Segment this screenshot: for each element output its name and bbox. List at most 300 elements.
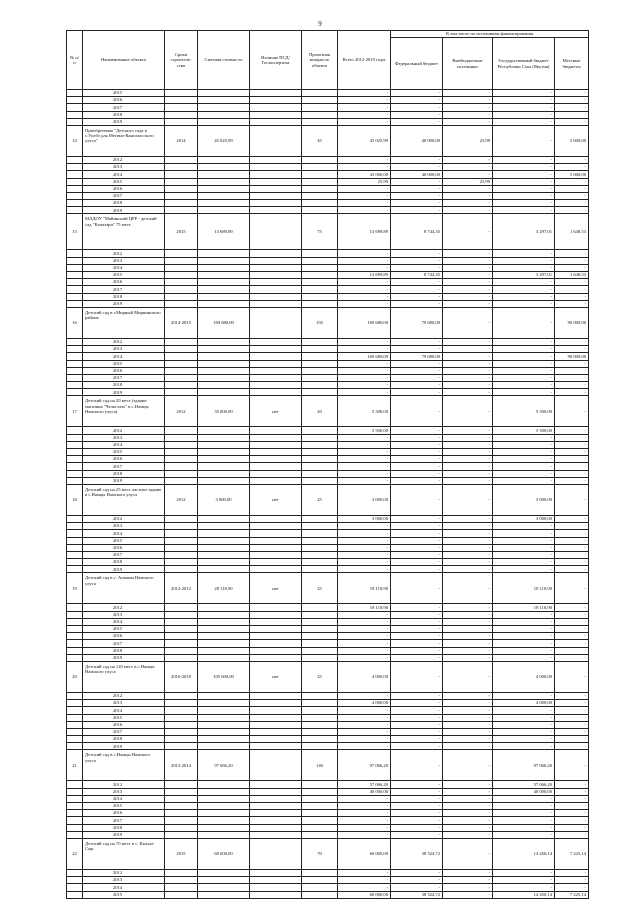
- year-row-empty-cell: [302, 884, 338, 891]
- year-total: -: [338, 728, 391, 735]
- object-name: Детский сад в с.Намцы Намского улуса: [83, 750, 165, 781]
- year-label: 2019: [83, 118, 165, 125]
- year-row: [67, 300, 589, 307]
- object-capacity: 20: [302, 396, 338, 427]
- year-offbudget: -: [443, 728, 493, 735]
- year-federal: -: [391, 884, 443, 891]
- year-local: -: [555, 286, 589, 293]
- year-row-empty-cell: [198, 810, 250, 817]
- year-row: [67, 736, 589, 743]
- year-row-empty-cell: [302, 111, 338, 118]
- year-row-empty-cell: [198, 566, 250, 573]
- year-state: 57 066,20: [493, 781, 555, 788]
- year-federal: -: [391, 551, 443, 558]
- year-row-empty-cell: [302, 824, 338, 831]
- object-total: 4 000,00: [338, 661, 391, 692]
- year-row-empty-cell: [198, 382, 250, 389]
- year-row-empty-cell: [302, 164, 338, 171]
- year-total: -: [338, 97, 391, 104]
- year-offbudget: -: [443, 611, 493, 618]
- year-total: -: [338, 434, 391, 441]
- year-offbudget: -: [443, 640, 493, 647]
- year-row-empty-cell: [198, 279, 250, 286]
- year-state: -: [493, 104, 555, 111]
- year-row-empty-cell: [198, 250, 250, 257]
- year-row-empty-cell: [250, 736, 302, 743]
- year-row-empty-cell: [302, 434, 338, 441]
- year-row-empty-cell: [250, 810, 302, 817]
- year-label: 2013: [83, 877, 165, 884]
- year-row: [67, 795, 589, 802]
- year-local: -: [555, 618, 589, 625]
- year-total: -: [338, 389, 391, 396]
- year-row-num-cell: [67, 810, 83, 817]
- year-row: [67, 353, 589, 360]
- year-row-empty-cell: [198, 389, 250, 396]
- year-row-empty-cell: [302, 389, 338, 396]
- year-total: -: [338, 640, 391, 647]
- year-row-empty-cell: [302, 178, 338, 185]
- year-row-empty-cell: [198, 743, 250, 750]
- year-row: [67, 164, 589, 171]
- object-federal: 38 324,72: [391, 838, 443, 869]
- object-capacity: 192: [302, 307, 338, 338]
- year-row-empty-cell: [165, 374, 198, 381]
- year-offbudget: -: [443, 185, 493, 192]
- year-total: 60 000,00: [338, 891, 391, 898]
- year-row-empty-cell: [198, 264, 250, 271]
- year-row: [67, 192, 589, 199]
- year-row-empty-cell: [165, 817, 198, 824]
- year-row-empty-cell: [302, 441, 338, 448]
- year-federal: -: [391, 743, 443, 750]
- year-total: -: [338, 293, 391, 300]
- year-local: -: [555, 640, 589, 647]
- year-label: 2013: [83, 788, 165, 795]
- year-row-empty-cell: [165, 728, 198, 735]
- year-state: -: [493, 192, 555, 199]
- object-capacity: 70: [302, 838, 338, 869]
- year-federal: -: [391, 156, 443, 163]
- year-row-empty-cell: [198, 300, 250, 307]
- year-federal: -: [391, 728, 443, 735]
- year-state: -: [493, 257, 555, 264]
- object-state: 18 118,90: [493, 573, 555, 604]
- year-offbudget: -: [443, 515, 493, 522]
- year-label: 2019: [83, 300, 165, 307]
- year-row-num-cell: [67, 817, 83, 824]
- year-offbudget: -: [443, 338, 493, 345]
- year-offbudget: -: [443, 111, 493, 118]
- year-total: -: [338, 714, 391, 721]
- year-federal: -: [391, 604, 443, 611]
- year-label: 2017: [83, 192, 165, 199]
- year-row-empty-cell: [165, 156, 198, 163]
- year-row: [67, 714, 589, 721]
- year-row: [67, 207, 589, 214]
- budget-table-wrapper: [66, 30, 588, 899]
- year-row-empty-cell: [250, 164, 302, 171]
- object-estimated-cost: 60 000,00: [198, 838, 250, 869]
- year-row: [67, 824, 589, 831]
- year-row-empty-cell: [302, 700, 338, 707]
- year-row-num-cell: [67, 293, 83, 300]
- year-offbudget: -: [443, 272, 493, 279]
- object-state: 4 000,00: [493, 661, 555, 692]
- object-offbudget: -: [443, 838, 493, 869]
- year-row-empty-cell: [302, 810, 338, 817]
- year-federal: -: [391, 477, 443, 484]
- year-row-empty-cell: [302, 353, 338, 360]
- year-federal: -: [391, 97, 443, 104]
- year-label: 2014: [83, 353, 165, 360]
- year-row-num-cell: [67, 692, 83, 699]
- year-federal: -: [391, 338, 443, 345]
- year-row-empty-cell: [302, 654, 338, 661]
- year-row-num-cell: [67, 97, 83, 104]
- year-offbudget: -: [443, 434, 493, 441]
- year-label: 2019: [83, 654, 165, 661]
- object-state: -: [493, 307, 555, 338]
- year-state: 14 450,14: [493, 891, 555, 898]
- year-offbudget: -: [443, 156, 493, 163]
- year-total: -: [338, 207, 391, 214]
- object-name: Детский сад на 70 мест в с. Кысыл-Сыр: [83, 838, 165, 869]
- year-local: -: [555, 441, 589, 448]
- year-row-empty-cell: [198, 97, 250, 104]
- year-label: 2016: [83, 456, 165, 463]
- year-row-num-cell: [67, 633, 83, 640]
- object-row: [67, 661, 589, 692]
- year-row: [67, 171, 589, 178]
- year-offbudget: -: [443, 523, 493, 530]
- object-psd-status: нет: [250, 484, 302, 515]
- year-local: -: [555, 279, 589, 286]
- year-row-num-cell: [67, 441, 83, 448]
- year-label: 2017: [83, 728, 165, 735]
- year-row-empty-cell: [250, 300, 302, 307]
- year-row-empty-cell: [302, 185, 338, 192]
- year-federal: -: [391, 647, 443, 654]
- year-label: 2019: [83, 743, 165, 750]
- year-offbudget: -: [443, 279, 493, 286]
- year-label: 2017: [83, 374, 165, 381]
- year-federal: -: [391, 544, 443, 551]
- year-offbudget: -: [443, 803, 493, 810]
- year-row-empty-cell: [302, 470, 338, 477]
- year-row-empty-cell: [250, 382, 302, 389]
- year-row-empty-cell: [198, 456, 250, 463]
- year-row-num-cell: [67, 90, 83, 97]
- year-row-empty-cell: [250, 111, 302, 118]
- year-row-empty-cell: [165, 192, 198, 199]
- year-state: -: [493, 97, 555, 104]
- year-row-empty-cell: [302, 156, 338, 163]
- year-row-empty-cell: [198, 559, 250, 566]
- year-row: [67, 523, 589, 530]
- year-row-empty-cell: [250, 781, 302, 788]
- object-estimated-cost: 13 689,89: [198, 214, 250, 250]
- year-label: 2012: [83, 781, 165, 788]
- year-row-empty-cell: [302, 877, 338, 884]
- year-row-num-cell: [67, 171, 83, 178]
- year-federal: -: [391, 692, 443, 699]
- year-federal: -: [391, 257, 443, 264]
- year-federal: -: [391, 360, 443, 367]
- year-row-empty-cell: [198, 633, 250, 640]
- year-row-num-cell: [67, 178, 83, 185]
- year-row-empty-cell: [198, 164, 250, 171]
- year-row-empty-cell: [250, 884, 302, 891]
- year-state: -: [493, 817, 555, 824]
- year-local: -: [555, 382, 589, 389]
- year-federal: -: [391, 374, 443, 381]
- year-row: [67, 788, 589, 795]
- year-row-empty-cell: [198, 374, 250, 381]
- year-state: -: [493, 456, 555, 463]
- year-row: [67, 200, 589, 207]
- year-row-num-cell: [67, 721, 83, 728]
- year-row-num-cell: [67, 164, 83, 171]
- year-federal: -: [391, 707, 443, 714]
- year-label: 2019: [83, 566, 165, 573]
- year-row-empty-cell: [302, 728, 338, 735]
- year-row: [67, 647, 589, 654]
- year-offbudget: -: [443, 692, 493, 699]
- year-row-num-cell: [67, 156, 83, 163]
- object-row: [67, 125, 589, 156]
- year-local: -: [555, 795, 589, 802]
- year-offbudget: -: [443, 293, 493, 300]
- year-federal: -: [391, 200, 443, 207]
- year-row-empty-cell: [198, 156, 250, 163]
- year-state: -: [493, 743, 555, 750]
- year-total: -: [338, 618, 391, 625]
- object-capacity: 25: [302, 661, 338, 692]
- object-capacity: 140: [302, 750, 338, 781]
- year-federal: 38 324,72: [391, 891, 443, 898]
- year-row-empty-cell: [198, 618, 250, 625]
- object-total: 18 118,90: [338, 573, 391, 604]
- year-label: 2013: [83, 611, 165, 618]
- year-state: -: [493, 463, 555, 470]
- header-offbudget: Внебюджетные источники: [443, 38, 493, 90]
- year-offbudget: -: [443, 707, 493, 714]
- year-label: 2016: [83, 721, 165, 728]
- year-row-num-cell: [67, 463, 83, 470]
- year-row-empty-cell: [302, 551, 338, 558]
- year-federal: -: [391, 279, 443, 286]
- year-total: -: [338, 824, 391, 831]
- object-number: 22: [67, 838, 83, 869]
- year-row-empty-cell: [302, 207, 338, 214]
- year-state: -: [493, 441, 555, 448]
- year-label: 2013: [83, 346, 165, 353]
- year-federal: -: [391, 626, 443, 633]
- year-total: -: [338, 156, 391, 163]
- year-local: -: [555, 257, 589, 264]
- year-local: -: [555, 192, 589, 199]
- year-row: [67, 441, 589, 448]
- year-federal: -: [391, 389, 443, 396]
- year-row: [67, 817, 589, 824]
- year-label: 2012: [83, 604, 165, 611]
- year-offbudget: -: [443, 831, 493, 838]
- year-total: 3 000,00: [338, 515, 391, 522]
- year-local: -: [555, 477, 589, 484]
- year-label: 2016: [83, 367, 165, 374]
- year-offbudget: -: [443, 700, 493, 707]
- object-build-years: 2012-2012: [165, 573, 198, 604]
- year-total: -: [338, 537, 391, 544]
- year-total: -: [338, 707, 391, 714]
- year-row-empty-cell: [250, 346, 302, 353]
- year-local: -: [555, 817, 589, 824]
- year-total: -: [338, 530, 391, 537]
- year-row-empty-cell: [250, 515, 302, 522]
- year-row-empty-cell: [165, 286, 198, 293]
- year-total: -: [338, 374, 391, 381]
- year-row-empty-cell: [250, 869, 302, 876]
- year-label: 2017: [83, 463, 165, 470]
- object-row: [67, 573, 589, 604]
- year-row-empty-cell: [198, 477, 250, 484]
- year-row-empty-cell: [198, 104, 250, 111]
- year-row-empty-cell: [250, 185, 302, 192]
- year-row-empty-cell: [250, 192, 302, 199]
- year-state: -: [493, 293, 555, 300]
- year-row: [67, 463, 589, 470]
- year-federal: -: [391, 293, 443, 300]
- year-row-empty-cell: [198, 824, 250, 831]
- year-row-num-cell: [67, 795, 83, 802]
- year-local: -: [555, 530, 589, 537]
- year-local: -: [555, 810, 589, 817]
- year-local: -: [555, 90, 589, 97]
- year-total: -: [338, 736, 391, 743]
- object-estimated-cost: 35 000,00: [198, 396, 250, 427]
- year-row-empty-cell: [198, 692, 250, 699]
- object-state: -: [493, 125, 555, 156]
- year-row-empty-cell: [302, 286, 338, 293]
- year-state: -: [493, 90, 555, 97]
- year-federal: -: [391, 714, 443, 721]
- year-row-empty-cell: [250, 633, 302, 640]
- year-state: -: [493, 118, 555, 125]
- year-row-empty-cell: [302, 831, 338, 838]
- year-local: 5 000,00: [555, 171, 589, 178]
- year-label: 2014: [83, 441, 165, 448]
- year-state: -: [493, 692, 555, 699]
- object-federal: 79 680,00: [391, 307, 443, 338]
- year-row-empty-cell: [165, 338, 198, 345]
- year-federal: -: [391, 463, 443, 470]
- year-offbudget: -: [443, 360, 493, 367]
- year-local: -: [555, 463, 589, 470]
- year-label: 2012: [83, 427, 165, 434]
- year-state: -: [493, 164, 555, 171]
- year-federal: -: [391, 566, 443, 573]
- object-build-years: 2012: [165, 396, 198, 427]
- year-total: 40 000,00: [338, 788, 391, 795]
- year-label: 2012: [83, 869, 165, 876]
- year-row-empty-cell: [198, 463, 250, 470]
- year-local: -: [555, 523, 589, 530]
- year-row-empty-cell: [250, 104, 302, 111]
- year-row-empty-cell: [250, 118, 302, 125]
- year-label: 2018: [83, 382, 165, 389]
- year-local: -: [555, 743, 589, 750]
- year-row-empty-cell: [198, 884, 250, 891]
- year-row: [67, 427, 589, 434]
- header-total: Всего 2012-2019 годы: [338, 31, 391, 90]
- year-state: -: [493, 523, 555, 530]
- year-row-empty-cell: [250, 360, 302, 367]
- year-row-empty-cell: [165, 300, 198, 307]
- year-row-empty-cell: [302, 250, 338, 257]
- object-number: 19: [67, 573, 83, 604]
- year-row: [67, 293, 589, 300]
- year-row-num-cell: [67, 707, 83, 714]
- object-capacity: 75: [302, 214, 338, 250]
- year-row-empty-cell: [250, 456, 302, 463]
- object-psd-status: [250, 750, 302, 781]
- year-offbudget: -: [443, 374, 493, 381]
- object-offbudget: -: [443, 307, 493, 338]
- year-row-empty-cell: [250, 788, 302, 795]
- year-row-empty-cell: [250, 470, 302, 477]
- year-row-empty-cell: [165, 523, 198, 530]
- year-total: -: [338, 250, 391, 257]
- year-row-empty-cell: [250, 463, 302, 470]
- year-row-empty-cell: [165, 360, 198, 367]
- header-sources-group: В том числе по источникам финансирования: [391, 31, 589, 38]
- year-row: [67, 891, 589, 898]
- year-row-empty-cell: [250, 207, 302, 214]
- year-row-num-cell: [67, 477, 83, 484]
- year-row-empty-cell: [250, 714, 302, 721]
- year-row-empty-cell: [165, 714, 198, 721]
- year-federal: -: [391, 877, 443, 884]
- year-federal: -: [391, 470, 443, 477]
- year-row-empty-cell: [302, 633, 338, 640]
- year-row-empty-cell: [165, 434, 198, 441]
- year-row: [67, 611, 589, 618]
- year-row-num-cell: [67, 803, 83, 810]
- year-row: [67, 537, 589, 544]
- year-offbudget: -: [443, 824, 493, 831]
- year-label: 2016: [83, 633, 165, 640]
- year-row-empty-cell: [198, 640, 250, 647]
- year-federal: -: [391, 104, 443, 111]
- year-total: 169 680,00: [338, 353, 391, 360]
- year-offbudget: -: [443, 477, 493, 484]
- year-row-num-cell: [67, 367, 83, 374]
- year-total: -: [338, 200, 391, 207]
- year-row: [67, 743, 589, 750]
- object-number: 14: [67, 125, 83, 156]
- year-total: 25,99: [338, 178, 391, 185]
- year-row-empty-cell: [302, 346, 338, 353]
- year-row-empty-cell: [165, 515, 198, 522]
- year-label: 2015: [83, 714, 165, 721]
- year-row-empty-cell: [165, 530, 198, 537]
- object-number: 15: [67, 214, 83, 250]
- year-offbudget: -: [443, 884, 493, 891]
- year-local: -: [555, 367, 589, 374]
- year-local: -: [555, 449, 589, 456]
- year-federal: -: [391, 441, 443, 448]
